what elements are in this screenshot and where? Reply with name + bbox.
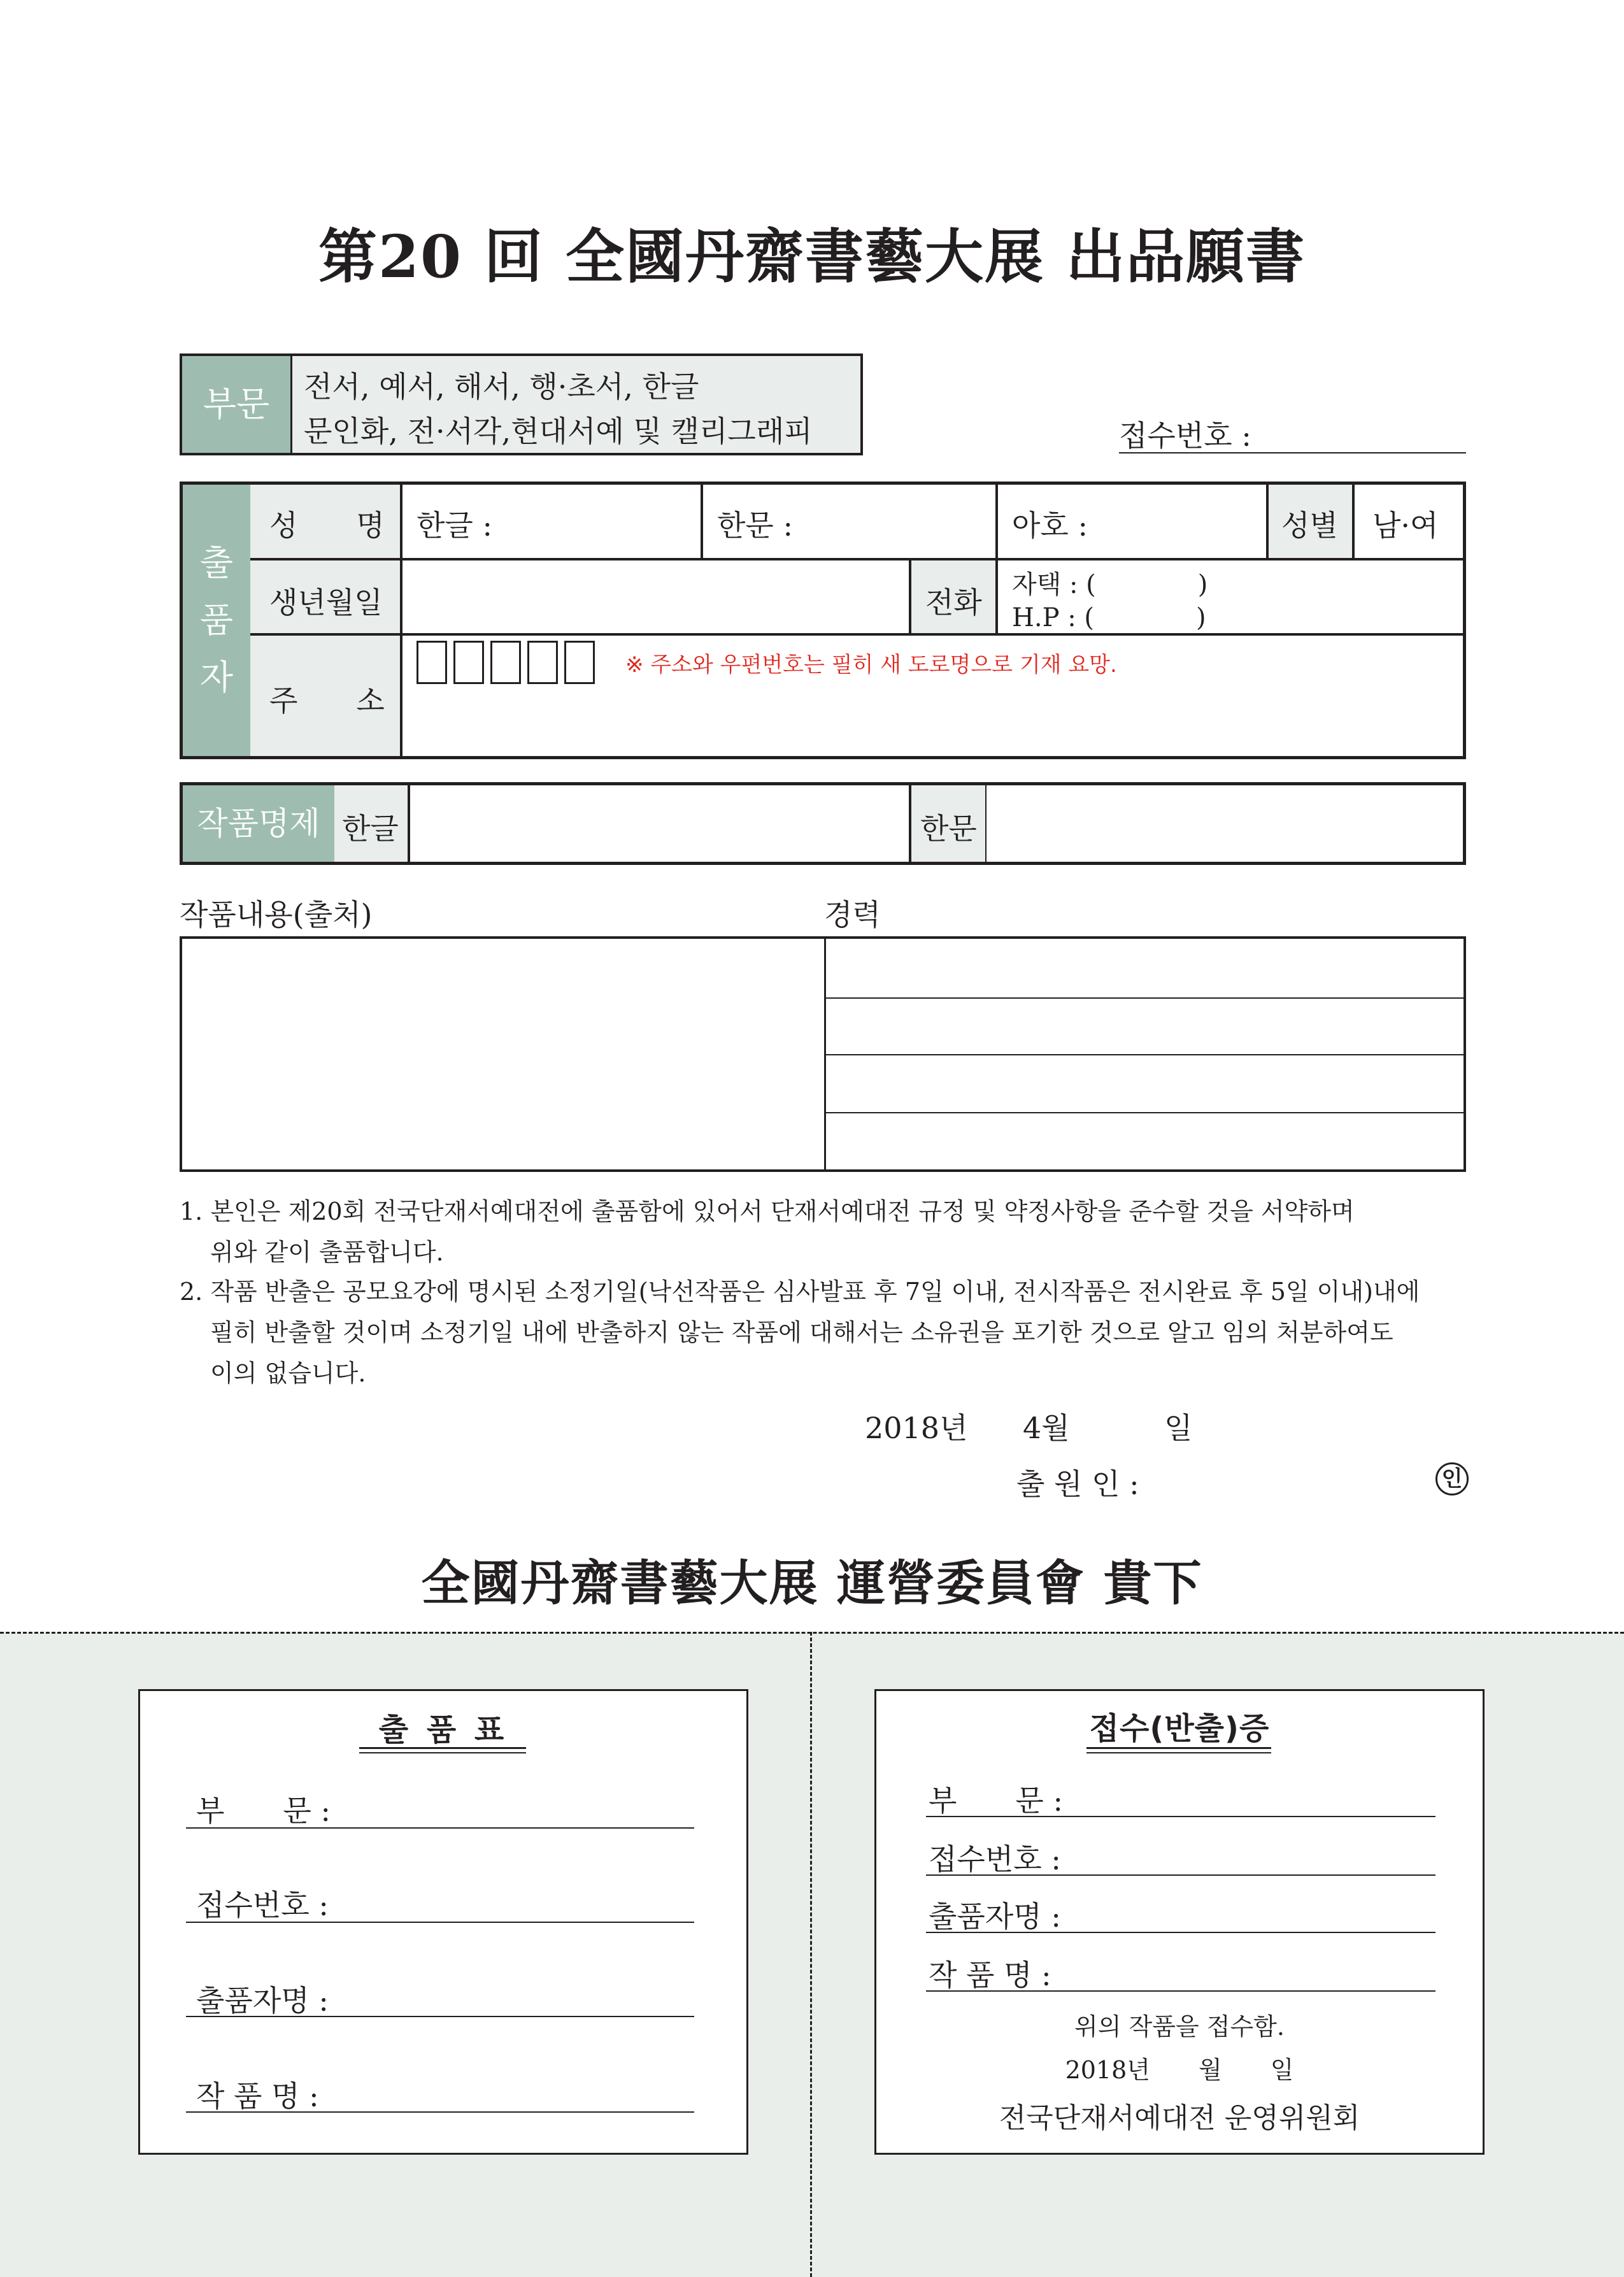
entry-slip-title-underline-2 bbox=[359, 1752, 526, 1753]
entrant-table bbox=[180, 482, 1466, 759]
birth-field[interactable] bbox=[401, 559, 910, 634]
work-hanja-label: 한문 bbox=[920, 811, 977, 846]
receipt-category-label: 부 문 : bbox=[929, 1783, 1063, 1818]
receipt-receipt-no-line[interactable] bbox=[926, 1874, 1435, 1876]
postcode-box-4[interactable] bbox=[527, 641, 558, 684]
entrant-side-char-3: 자 bbox=[199, 657, 234, 697]
receipt-slip-title-underline bbox=[1086, 1747, 1271, 1749]
career-row-1[interactable] bbox=[826, 939, 1464, 999]
receipt-entrant-label: 출품자명 : bbox=[929, 1899, 1061, 1934]
receipt-date-text: 2018년 월 일 bbox=[1065, 2056, 1294, 2084]
pen-name-field[interactable] bbox=[997, 485, 1267, 559]
receipt-receipt-no-label: 접수번호 : bbox=[929, 1842, 1061, 1876]
receipt-category-line[interactable] bbox=[926, 1816, 1435, 1817]
entrant-side-label bbox=[183, 485, 252, 756]
receipt-number-line[interactable] bbox=[1119, 452, 1466, 453]
gender-label-cell bbox=[1267, 485, 1353, 559]
work-hanja-label-cell bbox=[910, 785, 987, 862]
entry-slip-title-underline bbox=[359, 1747, 526, 1749]
gender-select[interactable] bbox=[1353, 485, 1463, 559]
work-title-label: 작품명제 bbox=[183, 785, 336, 862]
name-hanja-label: 한문 : bbox=[717, 508, 793, 543]
entry-category-line[interactable] bbox=[186, 1827, 694, 1829]
entry-slip-title: 출 품 표 bbox=[378, 1712, 508, 1748]
notice-2-line-3: 이의 없습니다. bbox=[210, 1359, 366, 1387]
receipt-confirm-text: 위의 작품을 접수함. bbox=[1074, 2013, 1285, 2041]
content-career-table bbox=[180, 936, 1466, 1172]
content-field[interactable] bbox=[182, 939, 826, 1169]
category-label: 부문 bbox=[182, 356, 292, 453]
home-phone: 자택 : ( ) bbox=[1012, 570, 1208, 599]
cut-line-vertical bbox=[810, 1632, 812, 2277]
entrant-side-char-2: 품 bbox=[199, 600, 234, 640]
entry-work-label: 작 품 명 : bbox=[196, 2079, 319, 2113]
applicant-label: 출 원 인 : bbox=[1016, 1467, 1139, 1501]
category-line-1: 전서, 예서, 해서, 행·초서, 한글 bbox=[304, 369, 699, 404]
entrant-side-char-1: 출 bbox=[199, 543, 234, 583]
entry-work-line[interactable] bbox=[186, 2111, 694, 2113]
notice-1-line-1: 1. 본인은 제20회 전국단재서예대전에 출품함에 있어서 단재서예대전 규정 및 약정사항을 준수할 것을 서약하며 bbox=[180, 1197, 1355, 1225]
receipt-work-label: 작 품 명 : bbox=[929, 1958, 1051, 1992]
gender-label: 성별 bbox=[1281, 508, 1338, 543]
notice-2-line-1: 2. 작품 반출은 공모요강에 명시된 소정기일(낙선작품은 심사발표 후 7일 이내, 전시작품은 전시완료 후 5일 이내)내에 bbox=[180, 1278, 1420, 1306]
date-day: 일 bbox=[1164, 1411, 1193, 1445]
address-note: ※ 주소와 우편번호는 필히 새 도로명으로 기재 요망. bbox=[625, 652, 1117, 678]
receipt-issuer: 전국단재서예대전 운영위원회 bbox=[999, 2102, 1360, 2134]
category-box bbox=[180, 353, 863, 455]
addressee: 全國丹齋書藝大展 運營委員會 貴下 bbox=[421, 1555, 1203, 1611]
pen-name-label: 아호 : bbox=[1012, 508, 1088, 543]
work-title-table bbox=[180, 782, 1466, 865]
notice-2-line-2: 필히 반출할 것이며 소정기일 내에 반출하지 않는 작품에 대해서는 소유권을 포기한 것으로 알고 임의 처분하여도 bbox=[210, 1318, 1393, 1346]
career-row-4[interactable] bbox=[826, 1112, 1464, 1169]
postcode-box-2[interactable] bbox=[453, 641, 484, 684]
career-label: 경력 bbox=[824, 897, 881, 932]
postcode-box-5[interactable] bbox=[564, 641, 595, 684]
content-label: 작품내용(출처) bbox=[180, 897, 373, 932]
name-hanja-field[interactable] bbox=[702, 485, 997, 559]
entry-receipt-no-line[interactable] bbox=[186, 1922, 694, 1923]
receipt-entrant-line[interactable] bbox=[926, 1932, 1435, 1933]
date-year: 2018년 bbox=[865, 1411, 968, 1445]
career-row-2[interactable] bbox=[826, 997, 1464, 1055]
date-month: 4월 bbox=[1023, 1411, 1070, 1445]
work-hangul-label-cell bbox=[334, 785, 409, 862]
notice-1-line-2: 위와 같이 출품합니다. bbox=[210, 1238, 444, 1266]
name-label-cell bbox=[250, 485, 401, 559]
entry-entrant-line[interactable] bbox=[186, 2016, 694, 2017]
mobile-phone: H.P : ( ) bbox=[1012, 603, 1206, 632]
address-field[interactable] bbox=[401, 634, 1463, 756]
receipt-slip-title-underline-2 bbox=[1086, 1752, 1271, 1753]
work-hangul-field[interactable] bbox=[409, 785, 910, 862]
work-hanja-field[interactable] bbox=[987, 785, 1463, 862]
work-hangul-label: 한글 bbox=[342, 811, 399, 846]
name-hangul-label: 한글 : bbox=[417, 508, 492, 543]
entry-category-label: 부 문 : bbox=[196, 1794, 331, 1828]
entry-receipt-no-label: 접수번호 : bbox=[196, 1888, 329, 1922]
entry-slip-card bbox=[138, 1689, 748, 2155]
receipt-slip-title: 접수(반출)증 bbox=[1089, 1711, 1270, 1746]
gender-value: 남·여 bbox=[1372, 508, 1439, 543]
career-row-3[interactable] bbox=[826, 1054, 1464, 1113]
cut-line-horizontal bbox=[0, 1632, 1624, 1634]
notice-2 bbox=[180, 1271, 1420, 1394]
seal-mark: 인 bbox=[1435, 1462, 1469, 1495]
entry-entrant-label: 출품자명 : bbox=[196, 1983, 329, 2018]
address-label: 주 소 bbox=[269, 683, 385, 718]
receipt-slip-card bbox=[874, 1689, 1485, 2155]
category-line-2: 문인화, 전·서각,현대서예 및 캘리그래피 bbox=[304, 414, 813, 448]
notice-1 bbox=[180, 1191, 1355, 1273]
phone-label: 전화 bbox=[925, 585, 982, 620]
postcode-box-1[interactable] bbox=[417, 641, 447, 684]
birth-label-cell bbox=[250, 559, 401, 634]
form-title: 第20 回 全國丹齋書藝大展 出品願書 bbox=[318, 222, 1306, 291]
receipt-work-line[interactable] bbox=[926, 1990, 1435, 1992]
name-hangul-field[interactable] bbox=[401, 485, 702, 559]
category-options bbox=[292, 356, 860, 453]
phone-label-cell bbox=[910, 559, 997, 634]
postcode-box-3[interactable] bbox=[490, 641, 521, 684]
receipt-number-label: 접수번호 : bbox=[1119, 418, 1251, 453]
address-label-cell bbox=[250, 634, 401, 756]
name-label: 성 명 bbox=[269, 508, 385, 543]
birth-label: 생년월일 bbox=[269, 585, 383, 620]
phone-field[interactable] bbox=[997, 559, 1463, 634]
